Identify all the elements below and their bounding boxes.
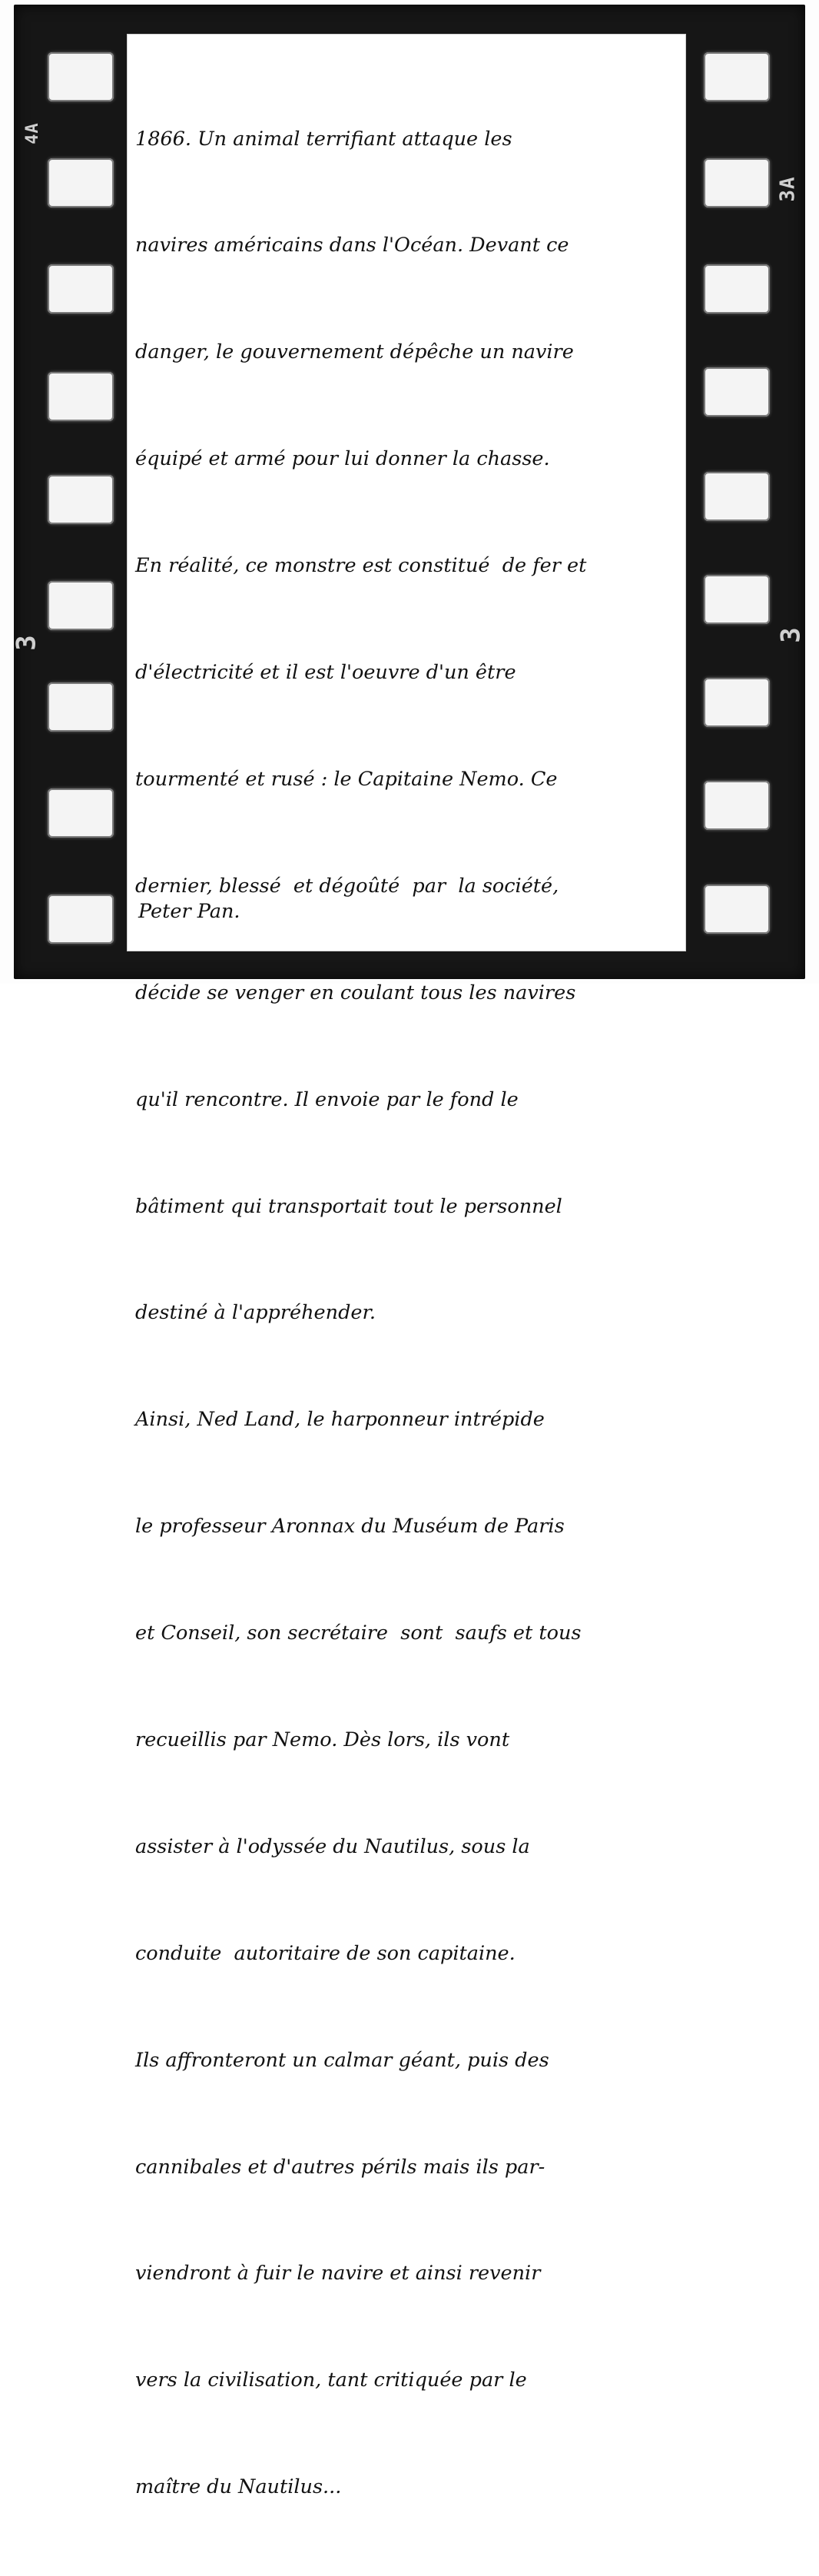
text-line: danger, le gouvernement dépêche un navire: [135, 340, 574, 364]
sprocket-hole: [704, 885, 770, 934]
text-line: qu'il rencontre. Il envoie par le fond le: [135, 1087, 519, 1111]
film-strip-left: [11, 5, 121, 979]
film-strip-right: [698, 5, 805, 979]
text-line: équipé et armé pour lui donner la chasse.: [135, 447, 550, 471]
text-line: navires américains dans l'Océan. Devant ce: [135, 234, 569, 257]
film-edge-mark: 3A: [776, 176, 800, 202]
text-line: Ainsi, Ned Land, le harponneur intrépide: [135, 1408, 545, 1432]
text-line: recueillis par Nemo. Dès lors, ils vont: [135, 1728, 510, 1751]
text-line: cannibales et d'autres périls mais ils par-: [135, 2155, 545, 2179]
text-line: viendront à fuir le navire et ainsi revenir: [135, 2262, 541, 2286]
sprocket-hole: [704, 52, 770, 101]
text-line: 1866. Un animal terrifiant attaque les: [135, 127, 512, 151]
sprocket-hole: [704, 367, 770, 417]
text-line: bâtiment qui transportait tout le personnel: [135, 1194, 562, 1218]
film-edge-mark: 3: [775, 626, 807, 643]
sprocket-hole: [704, 264, 770, 314]
sprocket-hole: [704, 158, 770, 207]
sprocket-hole: [48, 475, 114, 524]
sprocket-hole: [48, 788, 114, 838]
sprocket-hole: [48, 158, 114, 207]
sprocket-hole: [48, 581, 114, 630]
sprocket-hole: [704, 781, 770, 830]
sprocket-hole: [48, 264, 114, 314]
text-line: maître du Nautilus...: [135, 2475, 342, 2499]
text-line: En réalité, ce monstre est constitué de fer et: [135, 554, 587, 578]
text-line: dernier, blessé et dégoûté par la société,: [135, 874, 559, 898]
sprocket-hole: [704, 575, 770, 624]
text-line: le professeur Aronnax du Muséum de Paris: [135, 1515, 565, 1539]
signature: Peter Pan.: [138, 900, 240, 923]
body-text: [135, 50, 679, 2576]
text-line: assister à l'odyssée du Nautilus, sous la: [135, 1834, 530, 1858]
sprocket-hole: [48, 682, 114, 732]
text-line: tourmenté et rusé : le Capitaine Nemo. Ce: [135, 767, 558, 791]
text-line: Ils affronteront un calmar géant, puis des: [135, 2048, 549, 2072]
sprocket-hole: [48, 372, 114, 421]
film-edge-mark: 4A: [22, 122, 42, 144]
sprocket-hole: [48, 52, 114, 101]
text-sheet: [127, 34, 686, 2499]
sprocket-hole: [704, 678, 770, 727]
text-line: et Conseil, son secrétaire sont saufs et tous: [135, 1622, 582, 1645]
film-edge-mark: 3: [11, 634, 42, 651]
text-line: d'électricité et il est l'oeuvre d'un être: [135, 661, 516, 685]
text-line: décide se venger en coulant tous les navires: [135, 981, 576, 1004]
text-line: conduite autoritaire de son capitaine.: [135, 1941, 516, 1965]
text-line: destiné à l'appréhender.: [135, 1301, 376, 1325]
text-line: vers la civilisation, tant critiquée par le: [135, 2369, 527, 2392]
sprocket-hole: [704, 472, 770, 521]
sprocket-hole: [48, 895, 114, 944]
